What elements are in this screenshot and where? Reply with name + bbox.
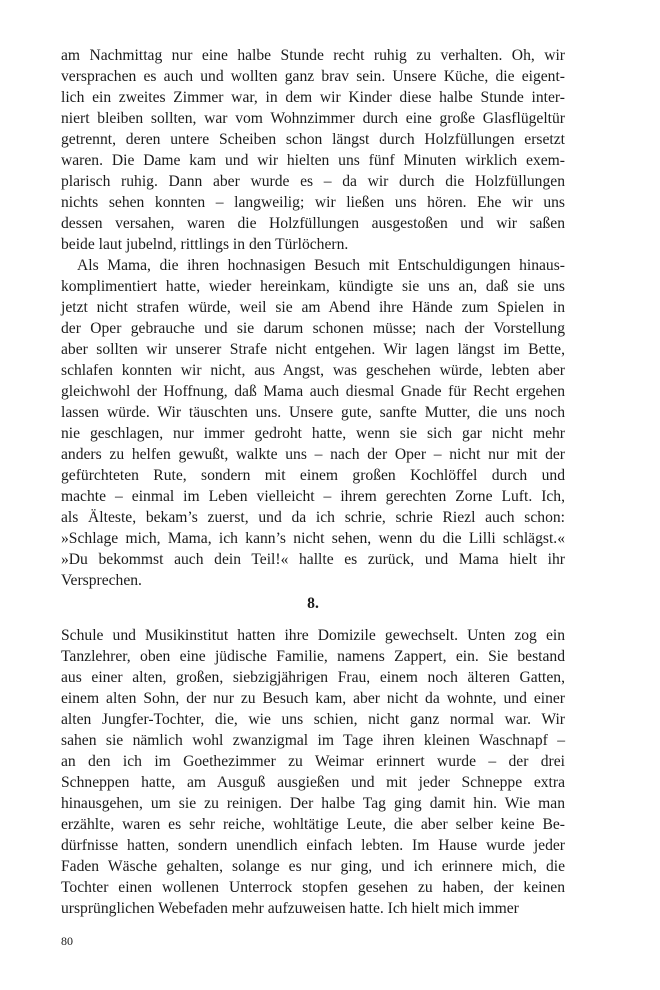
- text-line: an den ich im Goethezimmer zu Weimar erinnert wurde – der drei: [61, 753, 565, 770]
- text-line: waren. Die Dame kam und wir hielten uns fünf Minuten wirklich exem-: [61, 152, 565, 169]
- text-line: plarisch ruhig. Dann aber wurde es – da wir durch die Holzfüllungen: [61, 173, 565, 190]
- text-line: einem alten Sohn, der nur zu Besuch kam, aber nicht da wohnte, und einer: [61, 690, 565, 707]
- text-line: komplimentiert hatte, wieder hereinkam, kündigte sie uns an, daß sie uns: [61, 278, 565, 295]
- text-line: dürfnisse hatten, sondern unendlich einfach lebten. Im Hause wurde jeder: [61, 837, 565, 854]
- text-line: am Nachmittag nur eine halbe Stunde recht ruhig zu verhalten. Oh, wir: [61, 47, 565, 64]
- text-line: nie geschlagen, nur immer gedroht hatte, wenn sie sich gar nicht mehr: [61, 425, 565, 442]
- text-line: Schneppen hatte, am Ausguß ausgießen und mit jeder Schneppe extra: [61, 774, 565, 791]
- text-line: der Oper gebrauche und sie darum schonen müsse; nach der Vorstellung: [61, 320, 565, 337]
- text-line: Tanzlehrer, oben eine jüdische Familie, namens Zappert, ein. Sie bestand: [61, 648, 565, 665]
- text-line: erzählte, waren es sehr reiche, wohltätige Leute, die aber selber keine Be-: [61, 816, 565, 833]
- text-line: lassen würde. Wir täuschten uns. Unsere gute, sanfte Mutter, die uns noch: [61, 404, 565, 421]
- text-line: versprachen es auch und wollten ganz brav sein. Unsere Küche, die eigent-: [61, 68, 565, 85]
- text-line: aus einer alten, großen, siebzigjährigen Frau, einem noch älteren Gatten,: [61, 669, 565, 686]
- paragraph: [61, 45, 565, 255]
- text-section-after-heading: [61, 625, 565, 919]
- text-line: »Schlage mich, Mama, ich kann’s nicht sehen, wenn du die Lilli schlägst.«: [61, 530, 565, 547]
- text-line: Schule und Musikinstitut hatten ihre Domizile gewechselt. Unten zog ein: [61, 627, 565, 644]
- text-line: Tochter einen wollenen Unterrock stopfen gesehen zu haben, der keinen: [61, 879, 565, 896]
- text-line: Versprechen.: [61, 572, 142, 589]
- text-line: alten Jungfer-Tochter, die, wie uns schien, nicht ganz normal war. Wir: [61, 711, 565, 728]
- text-line: aber sollten wir unserer Strafe nicht entgehen. Wir lagen längst im Bette,: [61, 341, 565, 358]
- paragraph: [61, 625, 565, 919]
- text-line: Faden Wäsche gehalten, solange es nur ging, und ich erinnere mich, die: [61, 858, 565, 875]
- text-line: ursprünglichen Webefaden mehr aufzuweisen hatte. Ich hielt mich immer: [61, 900, 519, 917]
- text-line: hinausgehen, um sie zu reinigen. Der halbe Tag ging damit hin. Wie man: [61, 795, 565, 812]
- text-line: gefürchteten Rute, sondern mit einem großen Kochlöffel durch und: [61, 467, 565, 484]
- text-line: gleichwohl der Hoffnung, daß Mama auch diesmal Gnade für Recht ergehen: [61, 383, 565, 400]
- text-line: Als Mama, die ihren hochnasigen Besuch mit Entschuldigungen hinaus-: [77, 257, 565, 274]
- page-number: 80: [61, 934, 73, 948]
- text-line: anders zu helfen gewußt, walkte uns – nach der Oper – nicht nur mit der: [61, 446, 565, 463]
- text-line: lich ein zweites Zimmer war, in dem wir Kinder diese halbe Stunde inter-: [61, 89, 565, 106]
- text-line: nichts sehen konnten – langweilig; wir ließen uns hören. Ehe wir uns: [61, 194, 565, 211]
- paragraph: [61, 255, 565, 591]
- text-line: getrennt, deren untere Scheiben schon längst durch Holzfüllungen ersetzt: [61, 131, 565, 148]
- text-line: jetzt nicht strafen würde, weil sie am Abend ihre Hände zum Spielen in: [61, 299, 565, 316]
- text-line: dessen versahen, waren die Holzfüllungen ausgestoßen und wir saßen: [61, 215, 565, 232]
- text-line: beide laut jubelnd, rittlings in den Türlöchern.: [61, 236, 349, 253]
- section-heading: 8.: [307, 595, 319, 612]
- text-line: niert bleiben sollten, war vom Wohnzimmer durch eine große Glasflügeltür: [61, 110, 565, 127]
- text-line: schlafen konnten wir nicht, aus Angst, was geschehen würde, lebten aber: [61, 362, 565, 379]
- text-line: als Älteste, bekam’s zuerst, und da ich schrie, schrie Riezl auch schon:: [61, 509, 565, 526]
- text-section-before-heading: [61, 45, 565, 591]
- text-line: machte – einmal im Leben vielleicht – ihrem gerechten Zorne Luft. Ich,: [61, 488, 565, 505]
- text-line: sahen sie nämlich wohl zwanzigmal im Tage ihren kleinen Waschnapf –: [61, 732, 565, 749]
- text-line: »Du bekommst auch dein Teil!« hallte es zurück, und Mama hielt ihr: [61, 551, 565, 568]
